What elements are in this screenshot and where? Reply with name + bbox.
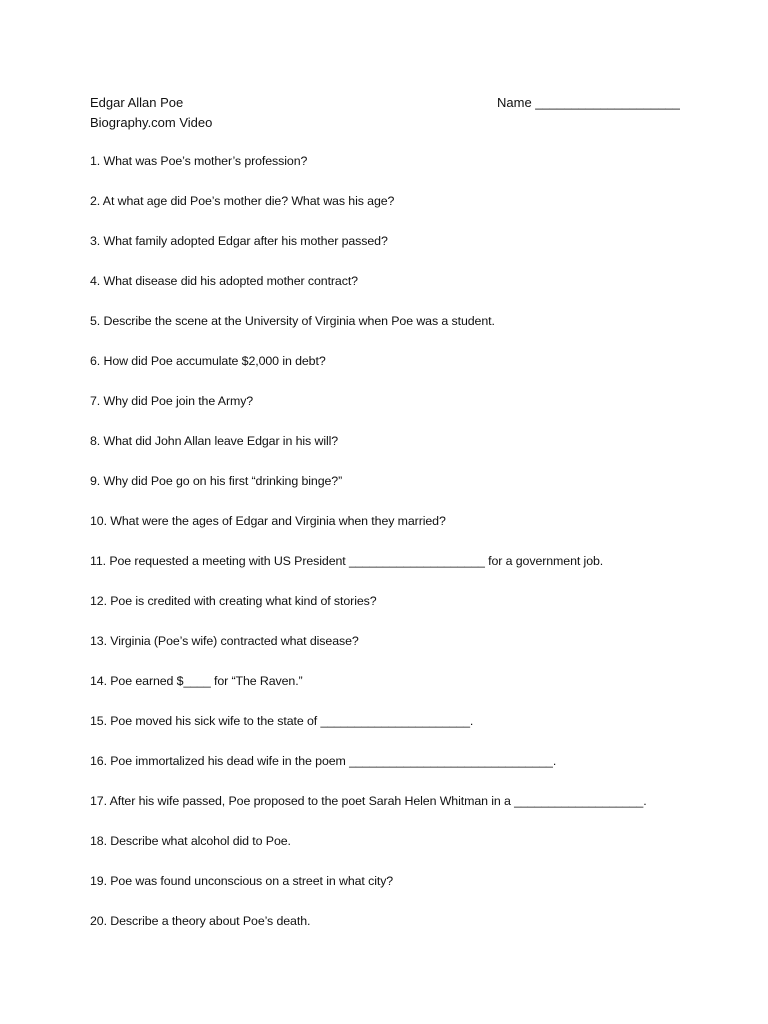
worksheet-subtitle: Biography.com Video <box>90 115 213 130</box>
question-11: 11. Poe requested a meeting with US President ____________________ for a government job. <box>90 554 604 568</box>
question-15: 15. Poe moved his sick wife to the state of ______________________. <box>90 714 474 728</box>
question-list <box>90 151 730 951</box>
question-2: 2. At what age did Poe’s mother die? What was his age? <box>90 194 395 208</box>
question-10: 10. What were the ages of Edgar and Virginia when they married? <box>90 514 446 528</box>
question-6: 6. How did Poe accumulate $2,000 in debt? <box>90 354 326 368</box>
question-3: 3. What family adopted Edgar after his mother passed? <box>90 234 388 248</box>
question-14: 14. Poe earned $____ for “The Raven.” <box>90 674 303 688</box>
question-4: 4. What disease did his adopted mother contract? <box>90 274 358 288</box>
question-16: 16. Poe immortalized his dead wife in the poem ______________________________. <box>90 754 557 768</box>
question-18: 18. Describe what alcohol did to Poe. <box>90 834 291 848</box>
question-20: 20. Describe a theory about Poe’s death. <box>90 914 311 928</box>
question-7: 7. Why did Poe join the Army? <box>90 394 254 408</box>
question-19: 19. Poe was found unconscious on a street in what city? <box>90 874 394 888</box>
question-8: 8. What did John Allan leave Edgar in his will? <box>90 434 339 448</box>
question-12: 12. Poe is credited with creating what kind of stories? <box>90 594 377 608</box>
question-13: 13. Virginia (Poe’s wife) contracted what disease? <box>90 634 359 648</box>
name-field: Name ____________________ <box>497 95 680 110</box>
question-17: 17. After his wife passed, Poe proposed to the poet Sarah Helen Whitman in a ___________________. <box>90 794 647 808</box>
question-9: 9. Why did Poe go on his first “drinking binge?” <box>90 474 343 488</box>
worksheet-title: Edgar Allan Poe <box>90 95 184 110</box>
question-5: 5. Describe the scene at the University of Virginia when Poe was a student. <box>90 314 495 328</box>
question-1: 1. What was Poe’s mother’s profession? <box>90 154 308 168</box>
header-left <box>90 93 212 133</box>
